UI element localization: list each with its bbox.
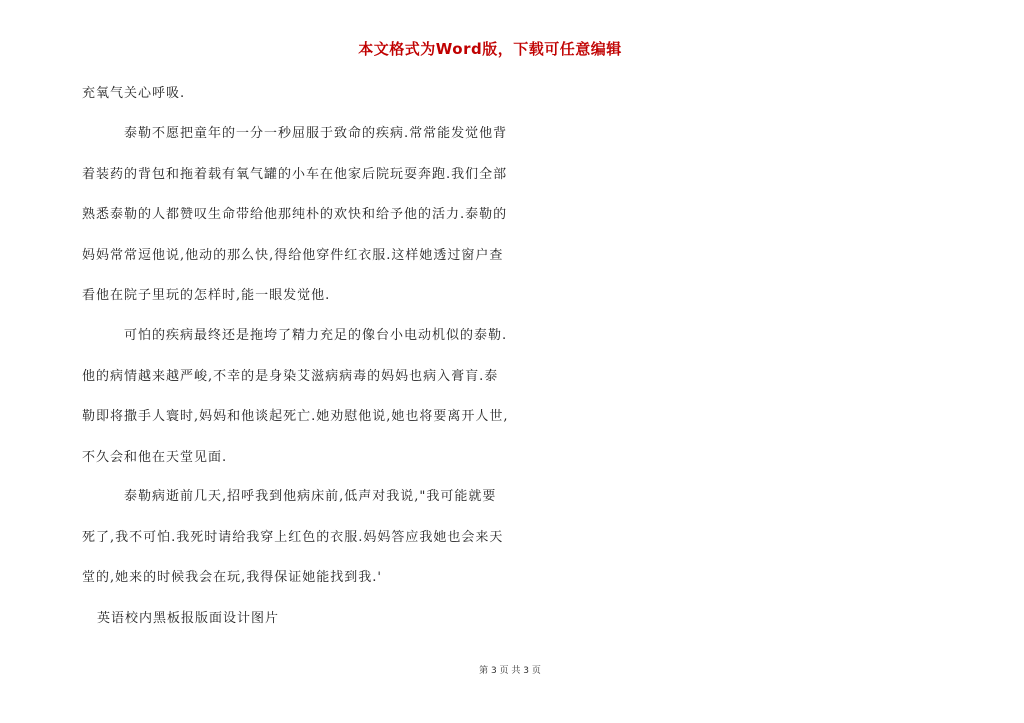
text-line: 充氧气关心呼吸. (82, 86, 186, 101)
paragraph-start-line: 泰勒不愿把童年的一分一秒屈服于致命的疾病.常常能发觉他背 (124, 126, 508, 141)
text-line: 熟悉泰勒的人都赞叹生命带给他那纯朴的欢快和给予他的活力.泰勒的 (82, 207, 508, 222)
section-title: 英语校内黑板报版面设计图片 (97, 611, 280, 626)
text-line: 堂的,她来的时候我会在玩,我得保证她能找到我.' (82, 570, 382, 585)
text-line: 勒即将撒手人寰时,妈妈和他谈起死亡.她劝慰他说,她也将要离开人世, (82, 409, 509, 424)
text-line: 他的病情越来越严峻,不幸的是身染艾滋病病毒的妈妈也病入膏肓.泰 (82, 369, 499, 384)
text-line: 死了,我不可怕.我死时请给我穿上红色的衣服.妈妈答应我她也会来天 (82, 530, 504, 545)
page-number-footer: 第 3 页 共 3 页 (479, 666, 541, 676)
text-line: 着装药的背包和拖着载有氧气罐的小车在他家后院玩耍奔跑.我们全部 (82, 167, 508, 182)
text-line: 不久会和他在天堂见面. (82, 450, 228, 465)
paragraph-start-line: 泰勒病逝前几天,招呼我到他病床前,低声对我说,"我可能就要 (124, 489, 497, 504)
text-line: 看他在院子里玩的怎样时,能一眼发觉他. (82, 288, 331, 303)
paragraph-start-line: 可怕的疾病最终还是拖垮了精力充足的像台小电动机似的泰勒. (124, 328, 508, 343)
document-banner: 本文格式为Word版，下载可任意编辑 (358, 40, 622, 58)
text-line: 妈妈常常逗他说,他动的那么快,得给他穿件红衣服.这样她透过窗户查 (82, 248, 504, 263)
